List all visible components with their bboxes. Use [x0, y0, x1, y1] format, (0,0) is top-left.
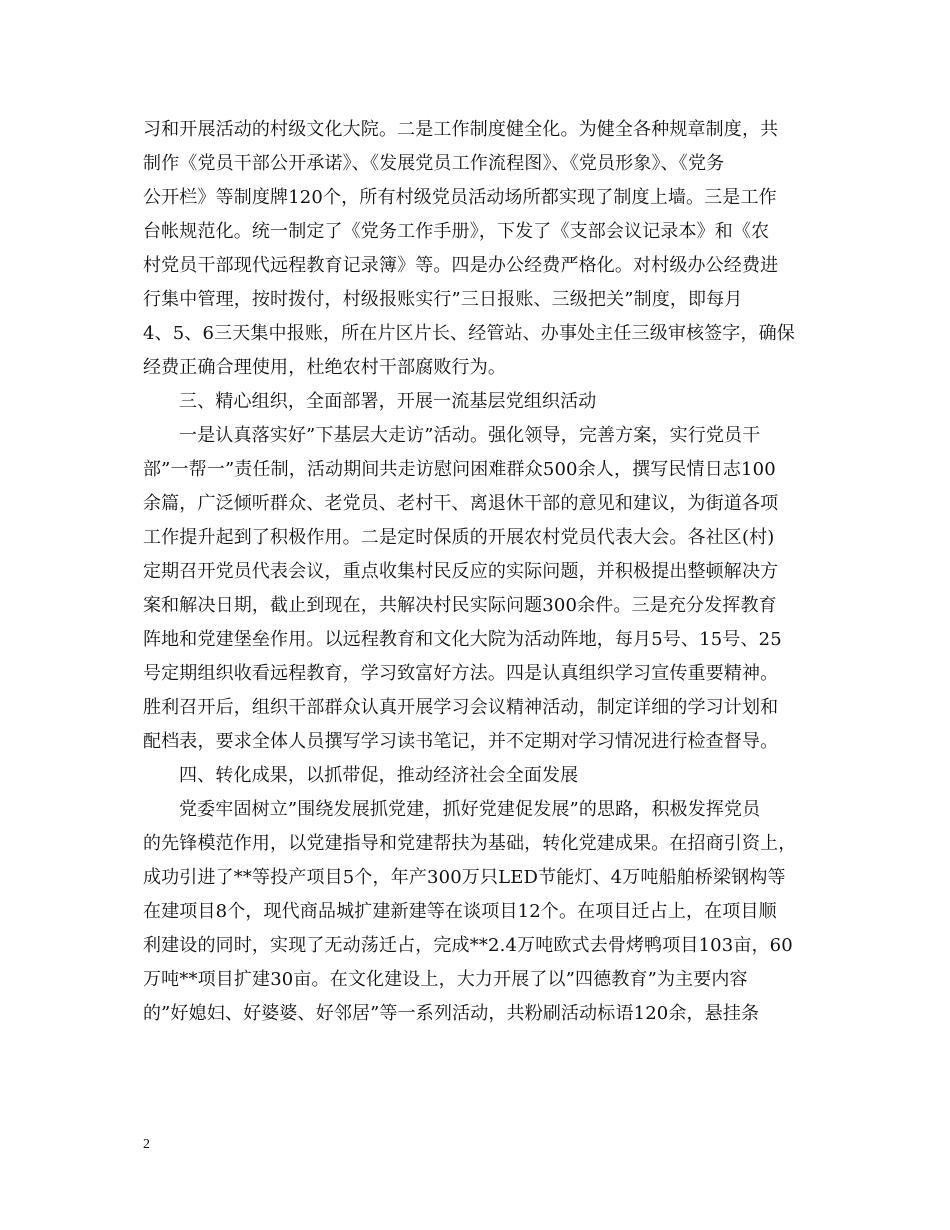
- text-line: 的”好媳妇、好婆婆、好邻居”等一系列活动，共粉刷活动标语120余，悬挂条: [143, 1003, 760, 1024]
- text-line: 利建设的同时，实现了无动荡迁占，完成**2.4万吨欧式去骨烤鸭项目103亩，60: [143, 935, 793, 956]
- text-line: 在建项目8个，现代商品城扩建新建等在谈项目12个。在项目迁占上，在项目顺: [143, 901, 777, 922]
- section-heading-4: 四、转化成果，以抓带促，推动经济社会全面发展: [179, 765, 579, 786]
- text-line: 余篇，广泛倾听群众、老党员、老村干、离退休干部的意见和建议，为街道各项: [143, 493, 779, 514]
- text-line: 村党员干部现代远程教育记录簿》等。四是办公经费严格化。对村级办公经费进: [143, 255, 779, 276]
- text-line: 部”一帮一”责任制，活动期间共走访慰问困难群众500余人，撰写民情日志100: [143, 459, 776, 480]
- text-line: 经费正确合理使用，杜绝农村干部腐败行为。: [143, 357, 506, 378]
- text-line: 4、5、6三天集中报账，所在片区片长、经管站、办事处主任三级审核签字，确保: [143, 323, 795, 344]
- text-line: 配档表，要求全体人员撰写学习读书笔记，并不定期对学习情况进行检查督导。: [143, 731, 779, 752]
- text-line: 工作提升起到了积极作用。二是定时保质的开展农村党员代表大会。各社区(村): [143, 527, 775, 548]
- text-line: 号定期组织收看远程教育，学习致富好方法。四是认真组织学习宣传重要精神。: [143, 663, 779, 684]
- text-line: 行集中管理，按时拨付，村级报账实行”三日报账、三级把关”制度，即每月: [143, 289, 743, 310]
- paragraph-start: 一是认真落实好”下基层大走访”活动。强化领导，完善方案，实行党员干: [179, 425, 761, 446]
- text-line: 成功引进了**等投产项目5个，年产300万只LED节能灯、4万吨船舶桥梁钢构等: [143, 867, 786, 888]
- text-line: 万吨**项目扩建30亩。在文化建设上，大力开展了以”四德教育”为主要内容: [143, 969, 748, 990]
- paragraph-start: 党委牢固树立”围绕发展抓党建，抓好党建促发展”的思路，积极发挥党员: [179, 799, 761, 820]
- text-line: 阵地和党建堡垒作用。以远程教育和文化大院为活动阵地，每月5号、15号、25: [143, 629, 782, 650]
- text-line: 胜利召开后，组织干部群众认真开展学习会议精神活动，制定详细的学习计划和: [143, 697, 779, 718]
- text-line: 习和开展活动的村级文化大院。二是工作制度健全化。为健全各种规章制度，共: [143, 119, 779, 140]
- text-line: 定期召开党员代表会议，重点收集村民反应的实际问题，并积极提出整顿解决方: [143, 561, 779, 582]
- text-line: 制作《党员干部公开承诺》、《发展党员工作流程图》、《党员形象》、《党务: [143, 153, 725, 174]
- page-number: 2: [143, 1137, 150, 1152]
- section-heading-3: 三、精心组织，全面部署，开展一流基层党组织活动: [179, 391, 597, 412]
- text-line: 台帐规范化。统一制定了《党务工作手册》，下发了《支部会议记录本》和《农: [143, 221, 770, 242]
- text-line: 案和解决日期，截止到现在，共解决村民实际问题300余件。三是充分发挥教育: [143, 595, 777, 616]
- document-body: [143, 113, 808, 1031]
- text-line: 公开栏》等制度牌120个，所有村级党员活动场所都实现了制度上墙。三是工作: [143, 187, 777, 208]
- text-line: 的先锋模范作用，以党建指导和党建帮扶为基础，转化党建成果。在招商引资上，: [143, 833, 797, 854]
